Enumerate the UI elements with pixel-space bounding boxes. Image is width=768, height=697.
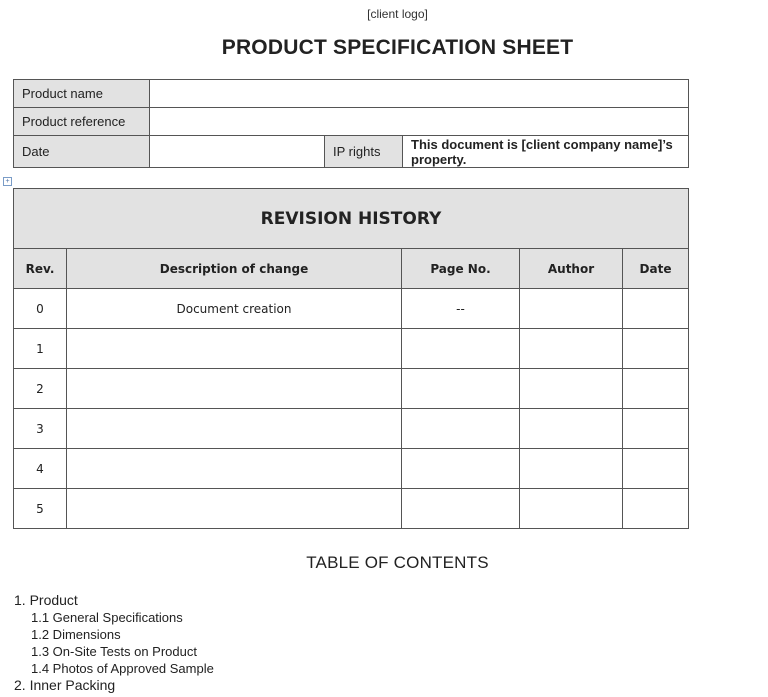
column-header-page-no: Page No. [402,249,520,289]
toc-subitem[interactable]: 1.4 Photos of Approved Sample [31,661,214,676]
date-cell[interactable] [623,289,689,329]
page-no-cell[interactable] [402,489,520,529]
date-cell[interactable] [623,329,689,369]
date-cell[interactable] [623,489,689,529]
column-header-author: Author [520,249,623,289]
toc-subitem[interactable]: 1.3 On-Site Tests on Product [31,644,197,659]
author-cell[interactable] [520,369,623,409]
rev-cell: 0 [14,289,67,329]
toc-subitem[interactable]: 1.2 Dimensions [31,627,121,642]
table-row [14,409,689,449]
description-cell[interactable] [67,409,402,449]
page-no-cell[interactable] [402,329,520,369]
column-header-rev: Rev. [14,249,67,289]
document-title: PRODUCT SPECIFICATION SHEET [221,36,574,59]
description-cell[interactable] [67,489,402,529]
author-cell[interactable] [520,329,623,369]
date-cell[interactable] [623,369,689,409]
table-row [14,369,689,409]
product-reference-label: Product reference [14,108,150,136]
date-field[interactable] [150,136,325,168]
column-header-date: Date [623,249,689,289]
date-cell[interactable] [623,449,689,489]
product-name-field[interactable] [150,80,689,108]
description-cell[interactable] [67,369,402,409]
column-header-description: Description of change [67,249,402,289]
ip-rights-label: IP rights [325,136,403,168]
rev-cell: 2 [14,369,67,409]
toc-title: TABLE OF CONTENTS [306,553,489,572]
revision-history-title: REVISION HISTORY [14,189,689,249]
description-cell[interactable]: Document creation [67,289,402,329]
product-info-table [13,79,689,168]
table-row [14,449,689,489]
product-reference-field[interactable] [150,108,689,136]
toc-item[interactable]: 2. Inner Packing [14,677,116,693]
page-no-cell[interactable]: -- [402,289,520,329]
author-cell[interactable] [520,409,623,449]
toc-item[interactable]: 1. Product [14,592,78,608]
revision-history-table [13,188,689,529]
ip-rights-value: This document is [client company name]’s property. [403,136,689,168]
page-no-cell[interactable] [402,369,520,409]
author-cell[interactable] [520,289,623,329]
rev-cell: 1 [14,329,67,369]
table-move-handle-icon[interactable]: + [3,177,12,186]
date-label: Date [14,136,150,168]
description-cell[interactable] [67,329,402,369]
page-no-cell[interactable] [402,409,520,449]
table-of-contents [14,592,214,694]
author-cell[interactable] [520,449,623,489]
product-name-label: Product name [14,80,150,108]
rev-cell: 5 [14,489,67,529]
table-row [14,289,689,329]
date-cell[interactable] [623,409,689,449]
table-row [14,489,689,529]
page-no-cell[interactable] [402,449,520,489]
description-cell[interactable] [67,449,402,489]
rev-cell: 4 [14,449,67,489]
rev-cell: 3 [14,409,67,449]
table-row [14,329,689,369]
toc-subitem[interactable]: 1.1 General Specifications [31,610,183,625]
author-cell[interactable] [520,489,623,529]
client-logo-placeholder: [client logo] [367,7,428,21]
